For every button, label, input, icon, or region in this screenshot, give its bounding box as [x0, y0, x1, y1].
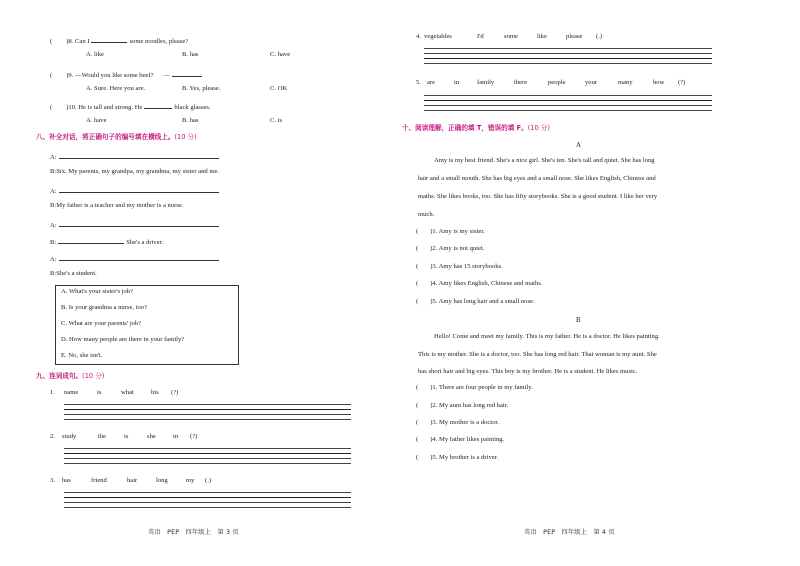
question-9: [50, 70, 204, 80]
answer-line[interactable]: [424, 53, 712, 54]
reorder-item-4: 4. vegetables I'd some like please (.): [416, 33, 603, 40]
answer-line[interactable]: [64, 458, 351, 459]
answer-line[interactable]: [64, 404, 351, 405]
paren-open: (: [50, 104, 53, 111]
answer-line[interactable]: [64, 492, 351, 493]
dialog-line: B:My father is a teacher and my mother is a nurse.: [50, 202, 184, 209]
option-item: E. No, she isn't.: [61, 352, 103, 359]
answer-line[interactable]: [64, 507, 351, 508]
blank-field[interactable]: [172, 70, 202, 77]
paren-open: (: [50, 38, 53, 45]
paren-close: ): [66, 104, 69, 111]
dialog-line: A:: [50, 186, 221, 196]
answer-line[interactable]: [64, 448, 351, 449]
question-text: 10. He is tall and strong. He: [68, 104, 143, 111]
tf-item: ( )1. Amy is my sister.: [416, 228, 485, 235]
paren-open: (: [50, 72, 53, 79]
section-9-title: 九、连词成句。(10 分): [36, 372, 105, 380]
part-a-label: A: [576, 142, 581, 149]
option-b: B. Yes, please.: [182, 85, 221, 92]
option-item: D. How many people are there in your family?: [61, 336, 185, 343]
blank-field[interactable]: [59, 186, 219, 193]
part-b-label: B: [576, 317, 581, 324]
option-b: B. has: [182, 117, 199, 124]
question-tail: black glasses.: [174, 104, 211, 111]
dialog-line: B: She's a driver.: [50, 239, 164, 246]
answer-line[interactable]: [64, 409, 351, 410]
dialog-line: B:She's a student.: [50, 270, 97, 277]
answer-line[interactable]: [64, 497, 351, 498]
answer-line[interactable]: [64, 414, 351, 415]
answer-line[interactable]: [424, 58, 712, 59]
section-10-title: 十、阅读理解，正确的填 T，错误的填 F。(10 分): [402, 124, 550, 132]
tf-item: ( )2. My aunt has long red hair.: [416, 402, 509, 409]
answer-line[interactable]: [64, 453, 351, 454]
blank-field[interactable]: [59, 220, 219, 227]
option-b: B. has: [182, 51, 199, 58]
option-item: C. What are your parents' job?: [61, 320, 142, 327]
blank-field[interactable]: [59, 152, 219, 159]
reorder-item-3: 3. has friend hair long my (.): [50, 477, 212, 484]
answer-line[interactable]: [424, 63, 712, 64]
answer-line[interactable]: [424, 110, 712, 111]
option-c: C. is: [270, 117, 283, 124]
answer-line[interactable]: [64, 419, 351, 420]
answer-line[interactable]: [424, 48, 712, 49]
option-c: C. OK: [270, 85, 288, 92]
question-tail: some noodles, please?: [129, 38, 189, 45]
tf-item: ( )3. Amy has 15 storybooks.: [416, 263, 503, 270]
question-text: 8. Can I: [68, 38, 90, 45]
blank-field[interactable]: [91, 36, 127, 43]
tf-item: ( )5. My brother is a driver.: [416, 454, 499, 461]
answer-line[interactable]: [424, 100, 712, 101]
dialog-line: A:: [50, 254, 221, 264]
option-a: A. like: [86, 51, 104, 58]
page-footer: 英语 PEP 四年级上 第 4 页: [524, 529, 615, 536]
answer-line[interactable]: [64, 502, 351, 503]
option-a: A. Sure. Here you are.: [86, 85, 146, 92]
tf-item: ( )2. Amy is not quiet.: [416, 245, 485, 252]
question-8: [50, 36, 188, 46]
tf-item: ( )5. Amy has long hair and a small nose.: [416, 298, 535, 305]
reorder-item-2: 2. study the is she in (?): [50, 433, 198, 440]
option-a: A. have: [86, 117, 107, 124]
reorder-item-5: 5. are in family there people your many how (?): [416, 79, 686, 86]
option-item: B. Is your grandma a nurse, too?: [61, 304, 148, 311]
option-c: C. have: [270, 51, 291, 58]
blank-field[interactable]: [58, 237, 124, 244]
paren-close: ): [66, 72, 69, 79]
tf-item: ( )4. My father likes painting.: [416, 436, 505, 443]
blank-field[interactable]: [59, 254, 219, 261]
dialog-line: B:Six. My parents, my grandpa, my grandma, my sister and me.: [50, 168, 220, 175]
option-item: A. What's your sister's job?: [61, 288, 134, 295]
reorder-item-1: 1. name is what his (?): [50, 389, 179, 396]
dash: —: [163, 72, 171, 79]
answer-line[interactable]: [424, 95, 712, 96]
question-10: [50, 102, 211, 112]
question-text: 9. —Would you like some beef?: [68, 72, 154, 79]
tf-item: ( )1. There are four people in my family.: [416, 384, 533, 391]
blank-field[interactable]: [144, 102, 172, 109]
answer-line[interactable]: [424, 105, 712, 106]
page-footer: 英语 PEP 四年级上 第 3 页: [148, 529, 239, 536]
dialog-line: A:: [50, 220, 221, 230]
paren-close: ): [66, 38, 69, 45]
right-page: 4. vegetables I'd some like please (.) 5. are in family there people your many how (?) 十、阅读理解，正确的填 T，错误的填 F。(10 分) A Amy is my best friend. She's a nice girl. She's ten. She's tall and quiet. She has long hair and a small mouth. She has big eyes and a small nose. She likes English, Chinese and maths. She likes books, too. She has fifty storybooks. She is a good student. I like her very much. ( )1. Amy is my sister. ( )2. Amy is not quiet. ( )3. Amy has 15 storybooks. ( )4. Amy likes English, Chinese and maths. ( )5. Amy has long hair and a small nose. B Hello! Come and meet my family. This is my father. He is a doctor. He likes painting. This is my mother. She is a doctor, too. She has long red hair. That woman is my aunt. She has short hair and big eyes. This boy is my brother. He is a student. He likes music. ( )1. There are four people in my family. ( )2. My aunt has long red hair. ( )3. My mother is a doctor. ( )4. My father likes painting. ( )5. My brother is a driver. 英语 PEP 四年级上 第 4 页: [400, 0, 800, 566]
tf-item: ( )3. My mother is a doctor.: [416, 419, 499, 426]
answer-line[interactable]: [64, 463, 351, 464]
section-8-title: 八、补全对话，将正确句子的编号填在横线上。(10 分): [36, 133, 197, 141]
tf-item: ( )4. Amy likes English, Chinese and maths.: [416, 280, 543, 287]
dialog-line: A:: [50, 152, 221, 162]
